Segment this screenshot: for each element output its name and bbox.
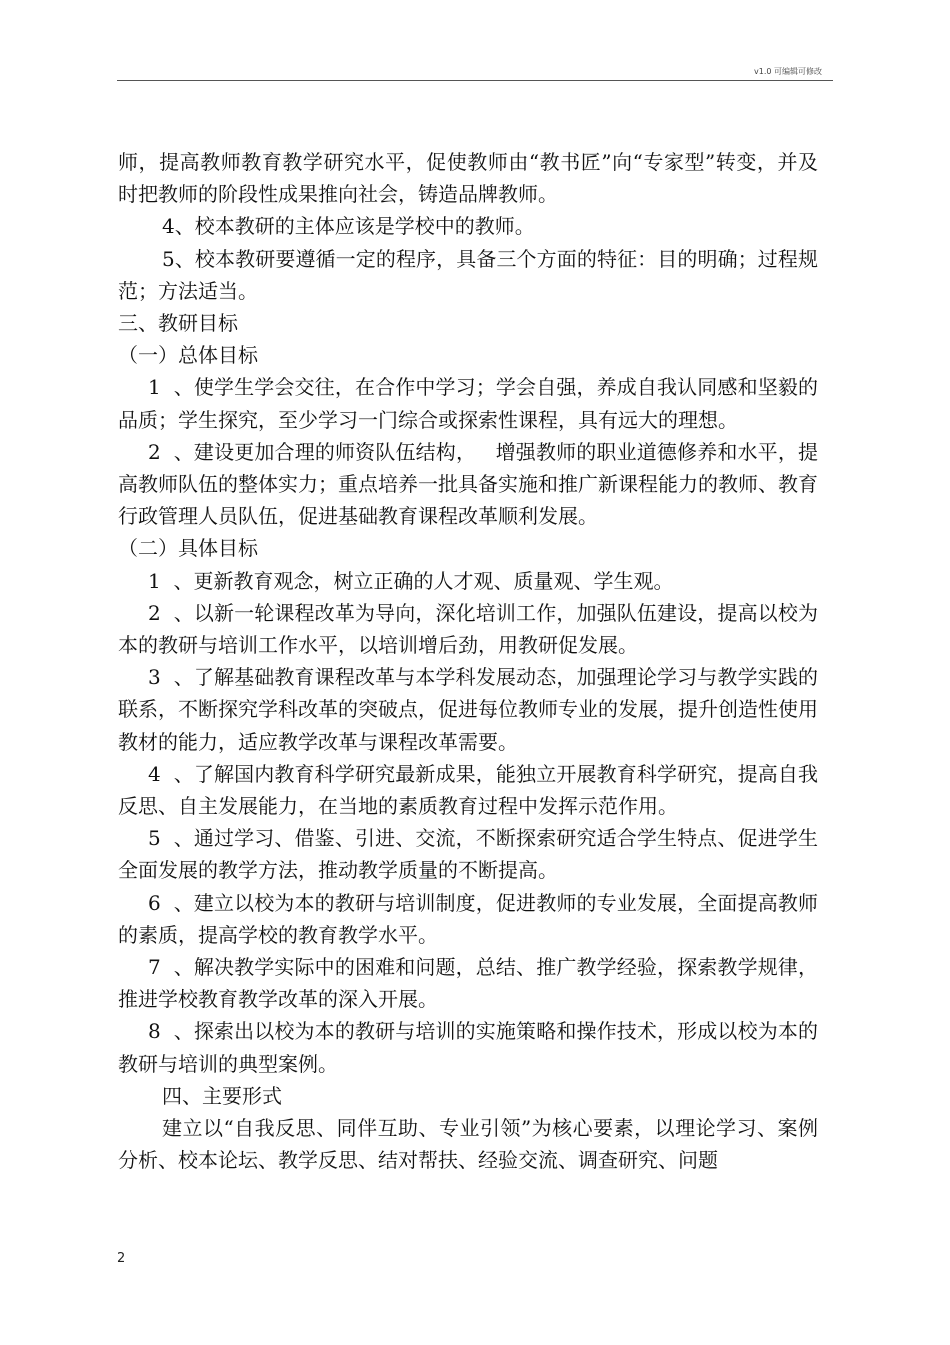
- paragraph-main-forms: 建立以“自我反思、同伴互助、专业引领”为核心要素，以理论学习、案例分析、校本论坛、教学反思、结对帮扶、经验交流、调查研究、问题: [118, 1116, 818, 1173]
- overall-goal-1: 1 、使学生学会交往，在合作中学习；学会自强，养成自我认同感和坚毅的品质；学生探究，至少学习一门综合或探索性课程，具有远大的理想。: [118, 375, 818, 432]
- section-heading-research-goals: 三、教研目标: [118, 311, 238, 336]
- overall-goal-2: 2 、建设更加合理的师资队伍结构， 增强教师的职业道德修养和水平，提高教师队伍的整体实力；重点培养一批具备实施和推广新课程能力的教师、教育行政管理人员队伍，促进基础教育课程改革顺利发展。: [118, 439, 818, 529]
- specific-goal-3: 3 、了解基础教育课程改革与本学科发展动态，加强理论学习与教学实践的联系，不断探究学科改革的突破点，促进每位教师专业的发展，提升创造性使用教材的能力，适应教学改革与课程改革需要。: [118, 665, 818, 754]
- page-number: 2: [117, 1251, 126, 1266]
- paragraph-item-4: 4、校本教研的主体应该是学校中的教师。: [162, 214, 535, 239]
- subheading-specific-goals: （二）具体目标: [118, 536, 258, 561]
- specific-goal-5: 5 、通过学习、借鉴、引进、交流，不断探索研究适合学生特点、促进学生全面发展的教学方法，推动教学质量的不断提高。: [118, 826, 818, 883]
- section-heading-main-forms: 四、主要形式: [162, 1083, 282, 1108]
- paragraph-item-5: 5、校本教研要遵循一定的程序，具备三个方面的特征：目的明确；过程规范；方法适当。: [118, 246, 818, 303]
- document-body: [118, 146, 818, 1177]
- specific-goal-8: 8 、探索出以校为本的教研与培训的实施策略和操作技术，形成以校为本的教研与培训的典型案例。: [118, 1019, 818, 1076]
- specific-goal-1: 1 、更新教育观念，树立正确的人才观、质量观、学生观。: [148, 568, 674, 593]
- specific-goal-4: 4 、了解国内教育科学研究最新成果，能独立开展教育科学研究，提高自我反思、自主发展能力，在当地的素质教育过程中发挥示范作用。: [118, 761, 818, 819]
- header-version-note: v1.0 可编辑可修改: [754, 67, 822, 76]
- specific-goal-6: 6 、建立以校为本的教研与培训制度，促进教师的专业发展，全面提高教师的素质，提高学校的教育教学水平。: [118, 890, 818, 947]
- header-divider: [117, 80, 833, 81]
- specific-goal-2: 2 、以新一轮课程改革为导向，深化培训工作，加强队伍建设，提高以校为本的教研与培训工作水平，以培训增后劲，用教研促发展。: [118, 600, 818, 658]
- specific-goal-7: 7 、解决教学实际中的困难和问题，总结、推广教学经验，探索教学规律，推进学校教育教学改革的深入开展。: [118, 955, 818, 1012]
- paragraph-continuation: 师，提高教师教育教学研究水平，促使教师由“教书匠”向“专家型”转变，并及时把教师的阶段性成果推向社会，铸造品牌教师。: [118, 150, 818, 207]
- subheading-overall-goals: （一）总体目标: [118, 343, 258, 368]
